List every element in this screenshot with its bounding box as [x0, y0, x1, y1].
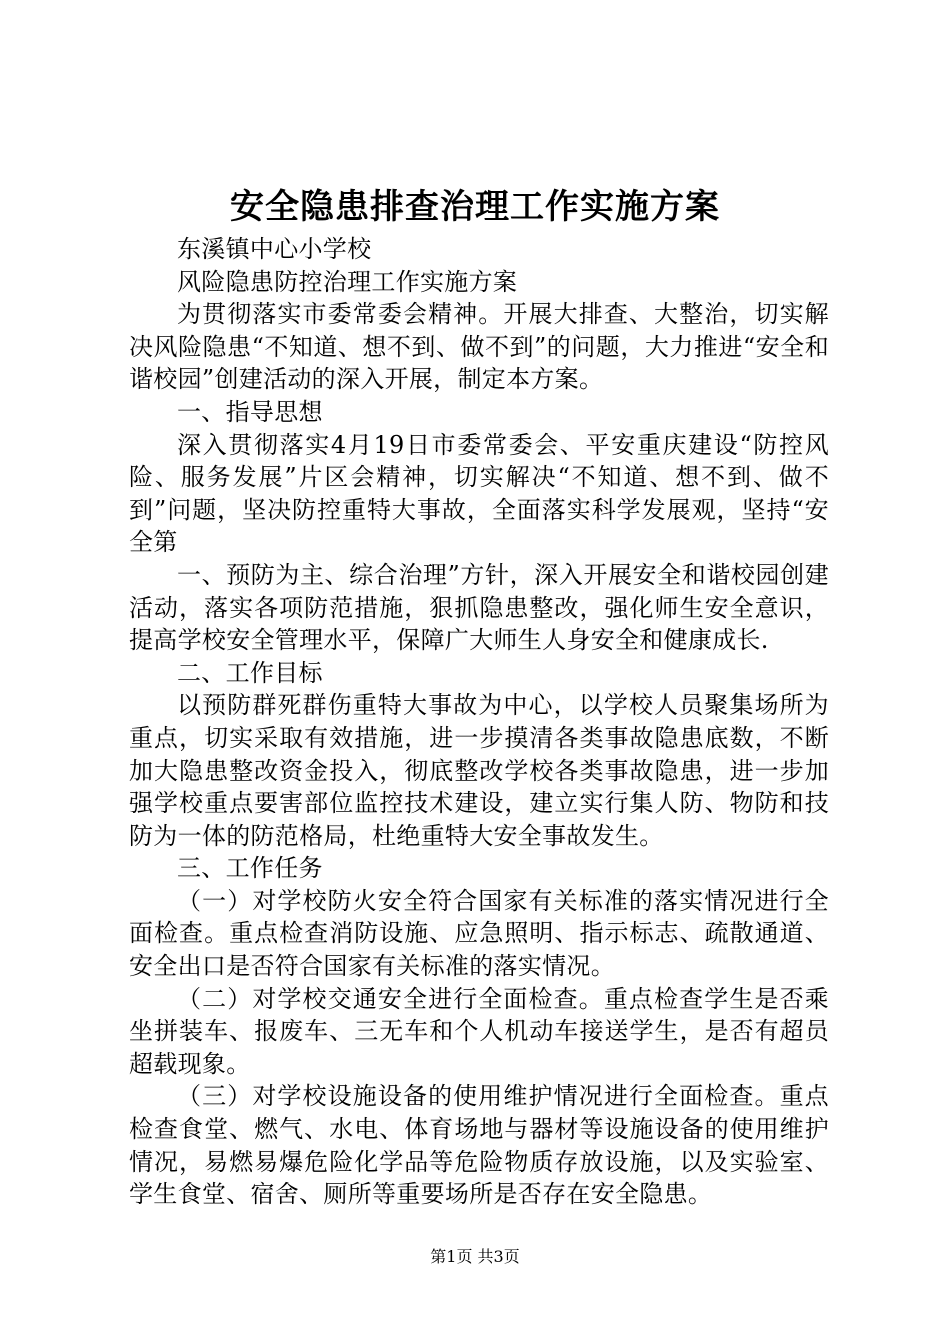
page-number-footer: 第1页 共3页: [430, 1247, 520, 1266]
paragraph-school-name: 东溪镇中心小学校: [177, 235, 372, 263]
section-heading-goals: 二、工作目标: [177, 658, 323, 687]
paragraph-task-1: （一）对学校防火安全符合国家有关标准的落实情况进行全面检查。重点检查消防设施、应急照明、指示标志、疏散通道、安全出口是否符合国家有关标准的落实情况。: [129, 886, 829, 981]
paragraph-guiding-thought-cont: 一、预防为主、综合治理”方针，深入开展安全和谐校园创建活动，落实各项防范措施，狠抓隐患整改，强化师生安全意识，提高学校安全管理水平，保障广大师生人身安全和健康成长.: [129, 560, 829, 655]
paragraph-goals: 以预防群死群伤重特大事故为中心，以学校人员聚集场所为重点，切实采取有效措施，进一步摸清各类事故隐患底数，不断加大隐患整改资金投入，彻底整改学校各类事故隐患，进一步加强学校重点要害部位监控技术建设，建立实行集人防、物防和技防为一体的防范格局，杜绝重特大安全事故发生。: [129, 691, 829, 850]
paragraph-guiding-thought: 深入贯彻落实4月19日市委常委会、平安重庆建设“防控风险、服务发展”片区会精神，切实解决“不知道、想不到、做不到”问题，坚决防控重特大事故，全面落实科学发展观，坚持“安全第: [129, 430, 829, 557]
section-heading-guiding-thought: 一、指导思想: [177, 397, 323, 426]
paragraph-task-3: （三）对学校设施设备的使用维护情况进行全面检查。重点检查食堂、燃气、水电、体育场地与器材等设施设备的使用维护情况，易燃易爆危险化学品等危险物质存放设施，以及实验室、学生食堂、宿舍、厕所等重要场所是否存在安全隐患。: [129, 1082, 829, 1209]
document-title: 安全隐患排查治理工作实施方案: [230, 187, 720, 227]
document-body: [129, 233, 829, 1211]
paragraph-task-2: （二）对学校交通安全进行全面检查。重点检查学生是否乘坐拼装车、报废车、三无车和个人机动车接送学生，是否有超员超载现象。: [129, 984, 829, 1078]
section-heading-tasks: 三、工作任务: [177, 854, 323, 883]
paragraph-subtitle: 风险隐患防控治理工作实施方案: [177, 267, 518, 296]
paragraph-intro: 为贯彻落实市委常委会精神。开展大排查、大整治，切实解决风险隐患“不知道、想不到、做不到”的问题，大力推进“安全和谐校园”创建活动的深入开展，制定本方案。: [129, 300, 829, 394]
